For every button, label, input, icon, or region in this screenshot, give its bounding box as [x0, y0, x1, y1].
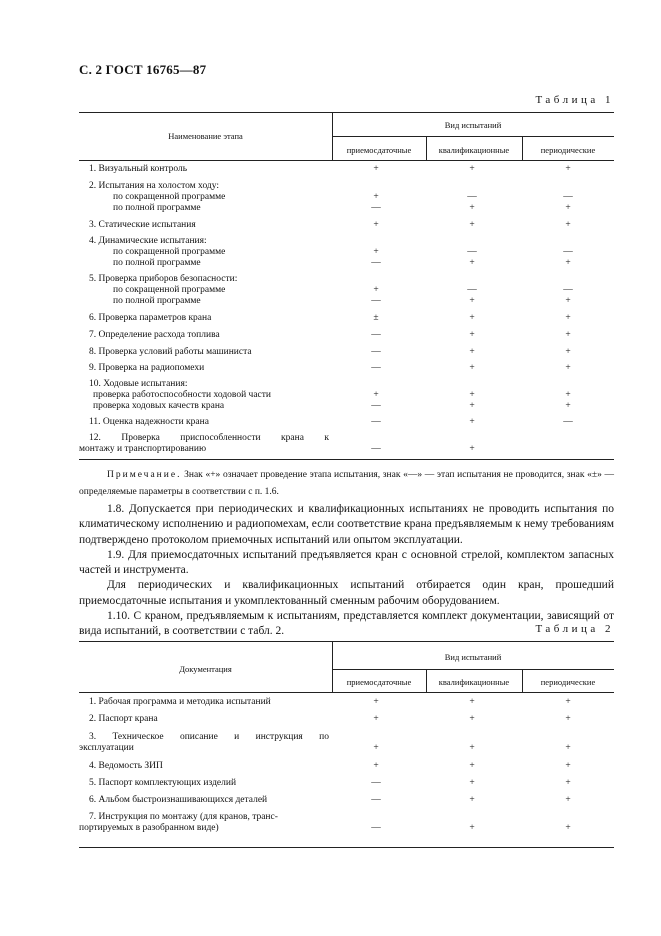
mark-qualification: +	[469, 347, 475, 357]
row-number: 7.	[89, 812, 97, 822]
row-number: 4.	[89, 761, 97, 771]
row-label: Техническое описание и инструкция по	[112, 732, 329, 742]
mark-acceptance: —	[371, 330, 381, 340]
row-sublabel: проверка работоспособности ходовой части	[93, 390, 271, 400]
row-number: 8.	[89, 347, 97, 357]
row-label: Визуальный контроль	[98, 164, 188, 174]
table2-bottom-rule	[79, 847, 614, 848]
row-number: 2.	[89, 714, 97, 724]
mark-qualification: +	[469, 164, 475, 174]
row-sublabel: по полной программе	[113, 258, 201, 268]
paragraph-1-8: 1.8. Допускается при периодических и квалификационных испытаниях не проводить испытания по климатическому исполнению и радиопомехам, если соответствие крана предъявляемым к нему требованиям подтверждено протоколом приемочных испытаний или опытом эксплуатации.	[79, 503, 614, 546]
row-label-continued: портируемых в разобранном виде)	[79, 823, 219, 833]
mark-acceptance: —	[371, 778, 381, 788]
page-header: С. 2 ГОСТ 16765—87	[79, 62, 207, 77]
row-number: 2.	[89, 181, 97, 191]
mark-periodic: +	[565, 258, 571, 268]
mark-periodic: +	[565, 823, 571, 833]
table2-doc-header: Документация	[179, 664, 232, 674]
mark-qualification: +	[469, 444, 475, 454]
table1-header-rule	[79, 160, 614, 161]
mark-acceptance: —	[371, 258, 381, 268]
row-label: Оценка надежности крана	[102, 417, 209, 427]
mark-acceptance: —	[371, 401, 381, 411]
row-sublabel: по полной программе	[113, 203, 201, 213]
row-number: 3.	[89, 220, 97, 230]
mark-periodic: +	[565, 220, 571, 230]
mark-periodic: +	[565, 778, 571, 788]
row-sublabel: по сокращенной программе	[113, 285, 226, 295]
row-label-continued: эксплуатации	[79, 743, 134, 753]
row-label: Проверка параметров крана	[98, 313, 212, 323]
body-text	[79, 502, 614, 640]
mark-qualification: +	[469, 220, 475, 230]
mark-qualification: +	[469, 823, 475, 833]
table2-header-rule	[79, 692, 614, 693]
table2-group-header: Вид испытаний	[444, 652, 502, 662]
mark-acceptance: +	[373, 743, 379, 753]
mark-acceptance: ±	[373, 313, 379, 323]
mark-acceptance: +	[373, 192, 379, 202]
mark-qualification: —	[467, 192, 477, 202]
mark-qualification: +	[469, 743, 475, 753]
row-sublabel: по полной программе	[113, 296, 201, 306]
mark-qualification: +	[469, 795, 475, 805]
mark-acceptance: +	[373, 714, 379, 724]
mark-periodic: +	[565, 347, 571, 357]
mark-periodic: —	[563, 417, 573, 427]
row-label: Рабочая программа и методика испытаний	[98, 697, 271, 707]
mark-periodic: +	[565, 313, 571, 323]
row-sublabel: проверка ходовых качеств крана	[93, 401, 225, 411]
row-label: Определение расхода топлива	[98, 330, 220, 340]
mark-periodic: —	[563, 247, 573, 257]
mark-qualification: —	[467, 285, 477, 295]
row-label: Ходовые испытания:	[103, 379, 188, 389]
table2-top-rule	[79, 641, 614, 642]
mark-acceptance: —	[371, 795, 381, 805]
mark-acceptance: +	[373, 697, 379, 707]
paragraph-1-9-cont: Для периодических и квалификационных испытаний отбирается один кран, прошедший приемосдаточные испытания и укомплектованный сменным рабочим оборудованием.	[79, 579, 614, 607]
mark-periodic: +	[565, 795, 571, 805]
mark-qualification: +	[469, 330, 475, 340]
row-sublabel: по сокращенной программе	[113, 247, 226, 257]
table1-stage-header: Наименование этапа	[168, 131, 243, 141]
mark-periodic: +	[565, 697, 571, 707]
row-label: Проверка приспособленности крана к	[121, 433, 330, 443]
row-label: Проверка на радиопомехи	[98, 363, 205, 373]
mark-qualification: +	[469, 258, 475, 268]
mark-periodic: —	[563, 285, 573, 295]
table2-caption: Таблица 2	[535, 623, 614, 635]
mark-acceptance: —	[371, 363, 381, 373]
table1-col-qualification: квалификационные	[438, 145, 510, 155]
table2-col-periodic: периодические	[540, 677, 596, 687]
mark-periodic: +	[565, 714, 571, 724]
mark-acceptance: +	[373, 164, 379, 174]
row-label: Испытания на холостом ходу:	[98, 181, 220, 191]
row-label: Альбом быстроизнашивающихся деталей	[98, 795, 268, 805]
row-label: Ведомость ЗИП	[98, 761, 163, 771]
row-label: Проверка условий работы машиниста	[98, 347, 252, 357]
mark-qualification: +	[469, 778, 475, 788]
table2-group-rule	[332, 669, 614, 670]
note-lead: Примечание.	[107, 470, 182, 480]
row-number: 5.	[89, 274, 97, 284]
mark-qualification: +	[469, 296, 475, 306]
mark-acceptance: —	[371, 203, 381, 213]
mark-acceptance: —	[371, 417, 381, 427]
mark-acceptance: —	[371, 823, 381, 833]
mark-qualification: +	[469, 697, 475, 707]
mark-periodic: +	[565, 164, 571, 174]
table1-note	[79, 467, 614, 501]
row-number: 4.	[89, 236, 97, 246]
table1-caption: Таблица 1	[535, 94, 614, 106]
row-label: Динамические испытания:	[98, 236, 207, 246]
mark-qualification: +	[469, 363, 475, 373]
row-number: 5.	[89, 778, 97, 788]
row-sublabel: по сокращенной программе	[113, 192, 226, 202]
table2-col-qualification: квалификационные	[438, 677, 510, 687]
mark-acceptance: +	[373, 285, 379, 295]
mark-periodic: +	[565, 203, 571, 213]
row-number: 3.	[89, 732, 97, 742]
row-label-continued: монтажу и транспортированию	[79, 444, 207, 454]
table2	[79, 641, 614, 851]
mark-acceptance: —	[371, 296, 381, 306]
row-number: 6.	[89, 795, 97, 805]
mark-acceptance: —	[371, 444, 381, 454]
row-label: Инструкция по монтажу (для кранов, транс-	[98, 812, 278, 822]
mark-acceptance: +	[373, 220, 379, 230]
row-number: 12.	[89, 433, 101, 443]
mark-qualification: +	[469, 313, 475, 323]
row-number: 1.	[89, 164, 97, 174]
row-label: Паспорт комплектующих изделий	[98, 778, 237, 788]
mark-periodic: +	[565, 761, 571, 771]
mark-qualification: +	[469, 417, 475, 427]
mark-periodic: —	[563, 192, 573, 202]
mark-qualification: +	[469, 390, 475, 400]
table1-top-rule	[79, 112, 614, 113]
table1-group-header: Вид испытаний	[444, 120, 502, 130]
mark-qualification: +	[469, 203, 475, 213]
table1	[79, 112, 614, 460]
mark-periodic: +	[565, 296, 571, 306]
row-number: 6.	[89, 313, 97, 323]
row-number: 9.	[89, 363, 97, 373]
paragraph-1-9: 1.9. Для приемосдаточных испытаний предъявляется кран с основной стрелой, комплектом запасных частей и инструмента.	[79, 548, 614, 577]
mark-acceptance: +	[373, 247, 379, 257]
row-number: 1.	[89, 697, 97, 707]
table1-col-periodic: периодические	[540, 145, 596, 155]
table1-col-acceptance: приемосдаточные	[346, 145, 412, 155]
mark-acceptance: +	[373, 761, 379, 771]
mark-periodic: +	[565, 390, 571, 400]
row-label: Статические испытания	[98, 220, 196, 230]
mark-qualification: +	[469, 761, 475, 771]
table1-bottom-rule	[79, 459, 614, 460]
table2-col-acceptance: приемосдаточные	[346, 677, 412, 687]
table1-group-rule	[332, 136, 614, 137]
mark-qualification: +	[469, 401, 475, 411]
mark-acceptance: +	[373, 390, 379, 400]
row-label: Паспорт крана	[98, 714, 158, 724]
mark-periodic: +	[565, 330, 571, 340]
mark-periodic: +	[565, 363, 571, 373]
note-text: Знак «+» означает проведение этапа испытания, знак «—» — этап испытания не проводится, знак «±» — определяемые параметры в соответствии с п. 1.6.	[79, 470, 614, 497]
row-number: 10.	[89, 379, 101, 389]
row-label: Проверка приборов безопасности:	[98, 274, 238, 284]
row-number: 11.	[89, 417, 101, 427]
mark-periodic: +	[565, 401, 571, 411]
mark-qualification: +	[469, 714, 475, 724]
paragraph-1-10: 1.10. С краном, предъявляемым к испытаниям, представляется комплект документации, зависящий от вида испытаний, в соответствии с табл. 2.	[79, 610, 614, 638]
mark-acceptance: —	[371, 347, 381, 357]
mark-periodic: +	[565, 743, 571, 753]
mark-qualification: —	[467, 247, 477, 257]
row-number: 7.	[89, 330, 97, 340]
